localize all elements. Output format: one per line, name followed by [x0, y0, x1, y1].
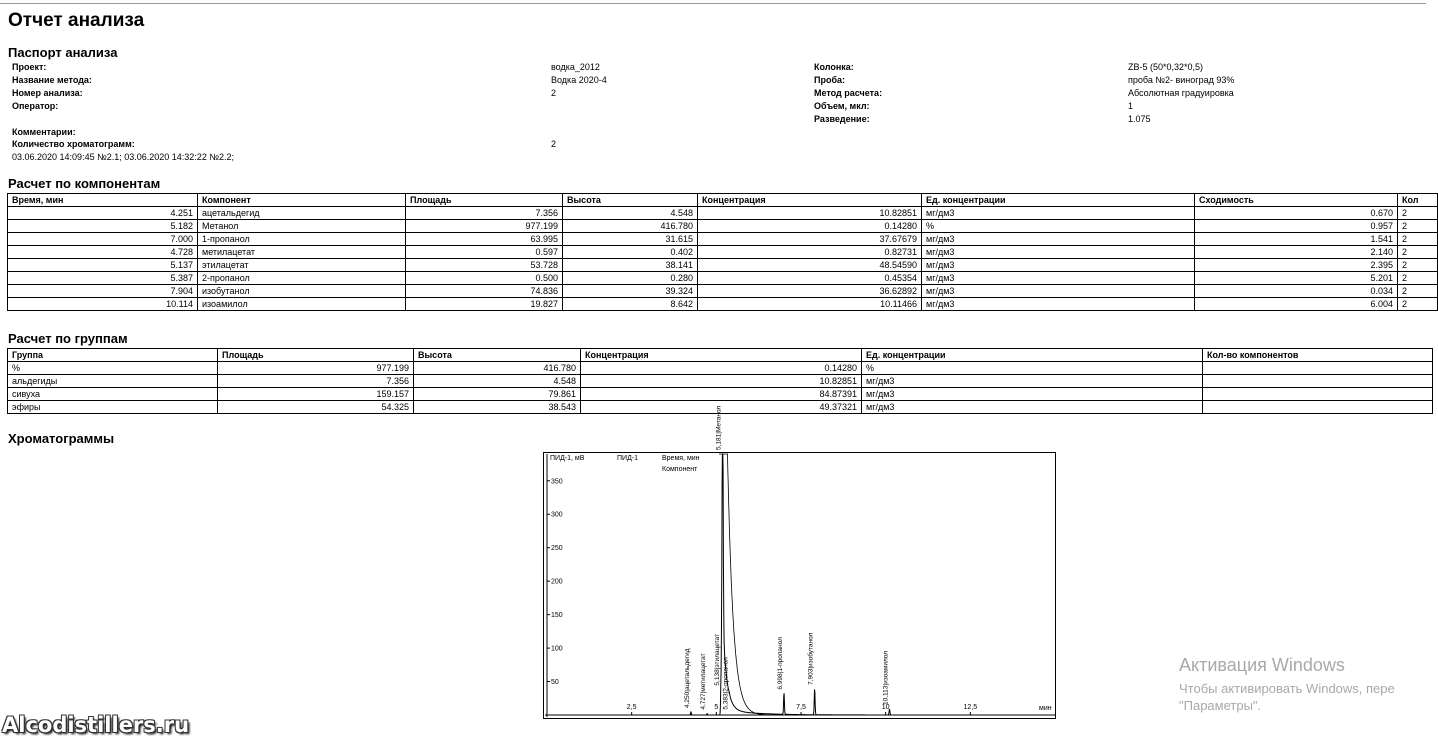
project-label: Проект:: [12, 62, 47, 72]
header-detector: ПИД-1: [617, 455, 639, 462]
cell-area: 74.836: [406, 285, 563, 298]
volume-value: 1: [1128, 101, 1134, 111]
cell-concentration: 84.87391: [581, 388, 862, 401]
cell-unit: мг/дм3: [862, 375, 1203, 388]
cell-count: 2: [1398, 298, 1438, 311]
cell-height: 0.402: [563, 246, 698, 259]
cell-convergence: 0.670: [1195, 207, 1398, 220]
y-tick-label: 250: [551, 545, 563, 553]
cell-area: 19.827: [406, 298, 563, 311]
cell-time: 7.000: [8, 233, 198, 246]
y-tick-label: 200: [551, 578, 563, 586]
header-detector-unit: ПИД-1, мВ: [550, 455, 585, 462]
cell-unit: мг/дм3: [922, 246, 1195, 259]
cell-count: 2: [1398, 285, 1438, 298]
cell-time: 5.182: [8, 220, 198, 233]
table-row: [8, 233, 1438, 246]
cell-height: 416.780: [563, 220, 698, 233]
col-header-area: Площадь: [218, 349, 414, 362]
cell-convergence: 0.034: [1195, 285, 1398, 298]
cell-convergence: 6.004: [1195, 298, 1398, 311]
x-tick-label: 5: [714, 704, 719, 711]
cell-component: изобутанол: [198, 285, 406, 298]
cell-time: 10.114: [8, 298, 198, 311]
chromatograms-title: Хроматограммы: [8, 431, 115, 446]
peak-label: 5,181|Метанол: [715, 405, 723, 450]
cell-component: этилацетат: [198, 259, 406, 272]
peak-label: 5,383|2-пропанол: [722, 657, 730, 710]
cell-area: 7.356: [218, 375, 414, 388]
peak-label: 4,727|метилацетат: [700, 653, 708, 710]
cell-area: 0.597: [406, 246, 563, 259]
components-table: [7, 193, 1438, 311]
cell-count: 2: [1398, 220, 1438, 233]
cell-unit: мг/дм3: [922, 259, 1195, 272]
groups-header-row: [8, 349, 1433, 362]
cell-time: 5.137: [8, 259, 198, 272]
cell-concentration: 49.37321: [581, 401, 862, 414]
cell-unit: мг/дм3: [922, 233, 1195, 246]
cell-concentration: 10.11466: [698, 298, 922, 311]
top-rule: [0, 3, 1426, 4]
calc-method-label: Метод расчета:: [814, 88, 883, 98]
cell-time: 7.904: [8, 285, 198, 298]
comments-label: Комментарии:: [12, 127, 76, 137]
passport-title: Паспорт анализа: [8, 45, 118, 60]
cell-area: 63.995: [406, 233, 563, 246]
cell-concentration: 10.82851: [698, 207, 922, 220]
cell-height: 416.780: [414, 362, 581, 375]
cell-component: метилацетат: [198, 246, 406, 259]
col-header-convergence: Сходимость: [1195, 194, 1398, 207]
cell-area: 54.325: [218, 401, 414, 414]
cell-unit: мг/дм3: [922, 272, 1195, 285]
cell-area: 159.157: [218, 388, 414, 401]
y-tick-label: 300: [551, 511, 563, 519]
y-tick-label: 350: [551, 478, 563, 486]
x-tick-label: 2,5: [626, 704, 637, 711]
cell-concentration: 37.67679: [698, 233, 922, 246]
cell-concentration: 0.14280: [581, 362, 862, 375]
cell-unit: мг/дм3: [922, 285, 1195, 298]
cell-group: эфиры: [8, 401, 218, 414]
header-component: Компонент: [662, 466, 698, 473]
cell-area: 7.356: [406, 207, 563, 220]
cell-time: 4.251: [8, 207, 198, 220]
peak-label: 10,113|изоамилол: [882, 650, 890, 705]
cell-component: 2-пропанол: [198, 272, 406, 285]
cell-concentration: 48.54590: [698, 259, 922, 272]
col-header-area: Площадь: [406, 194, 563, 207]
y-tick-label: 150: [551, 612, 563, 620]
activation-line-1: Чтобы активировать Windows, пере: [1179, 681, 1395, 696]
cell-component-count: [1203, 388, 1433, 401]
cell-height: 8.642: [563, 298, 698, 311]
cell-component-count: [1203, 401, 1433, 414]
watermark: Alcodistillers.ru: [2, 713, 190, 737]
peak-label: 7,903|изобутанол: [807, 632, 815, 685]
column-value: ZB-5 (50*0,32*0,5): [1128, 62, 1204, 72]
cell-count: 2: [1398, 233, 1438, 246]
windows-activation-notice: [1179, 655, 1395, 714]
chrom-count-label: Количество хроматограмм:: [12, 139, 135, 149]
dilution-label: Разведение:: [814, 114, 870, 124]
x-tick-label: 10: [881, 704, 890, 711]
table-row: [8, 220, 1438, 233]
col-header-unit: Ед. концентрации: [922, 194, 1195, 207]
cell-convergence: 1.541: [1195, 233, 1398, 246]
cell-time: 4.728: [8, 246, 198, 259]
cell-component-count: [1203, 362, 1433, 375]
table-row: [8, 298, 1438, 311]
col-header-group: Группа: [8, 349, 218, 362]
col-header-component-count: Кол-во компонентов: [1203, 349, 1433, 362]
y-tick-label: 50: [551, 679, 559, 687]
cell-height: 38.543: [414, 401, 581, 414]
cell-convergence: 2.140: [1195, 246, 1398, 259]
table-row: [8, 207, 1438, 220]
cell-unit: мг/дм3: [862, 388, 1203, 401]
col-header-concentration: Концентрация: [581, 349, 862, 362]
cell-height: 0.280: [563, 272, 698, 285]
cell-time: 5.387: [8, 272, 198, 285]
table-row: [8, 375, 1433, 388]
cell-height: 39.324: [563, 285, 698, 298]
x-tick-label: 12,5: [963, 704, 978, 711]
report-title: Отчет анализа: [8, 10, 145, 31]
cell-concentration: 10.82851: [581, 375, 862, 388]
method-name-label: Название метода:: [12, 75, 92, 85]
y-tick-label: 100: [551, 645, 563, 653]
cell-count: 2: [1398, 246, 1438, 259]
cell-count: 2: [1398, 272, 1438, 285]
components-title: Расчет по компонентам: [8, 176, 161, 191]
col-header-unit: Ед. концентрации: [862, 349, 1203, 362]
peak-label: 5,138|этилацетат: [714, 634, 722, 686]
cell-unit: %: [862, 362, 1203, 375]
cell-height: 79.861: [414, 388, 581, 401]
operator-label: Оператор:: [12, 101, 59, 111]
cell-component: ацетальдегид: [198, 207, 406, 220]
col-header-height: Высота: [563, 194, 698, 207]
col-header-height: Высота: [414, 349, 581, 362]
analysis-number-value: 2: [551, 88, 557, 98]
col-header-concentration: Концентрация: [698, 194, 922, 207]
peak-label: 6,998|1-пропанол: [776, 637, 784, 690]
cell-area: 977.199: [218, 362, 414, 375]
sample-value: проба №2- виноград 93%: [1128, 75, 1235, 85]
table-row: [8, 362, 1433, 375]
groups-title: Расчет по группам: [8, 331, 128, 346]
components-header-row: [8, 194, 1438, 207]
cell-convergence: 2.395: [1195, 259, 1398, 272]
calc-method-value: Абсолютная градуировка: [1128, 88, 1234, 98]
peak-label: 4,250|ацетальдегид: [683, 648, 691, 708]
column-label: Колонка:: [814, 62, 854, 72]
activation-title: Активация Windows: [1179, 655, 1345, 675]
groups-table: [7, 348, 1433, 414]
analysis-number-label: Номер анализа:: [12, 88, 83, 98]
cell-concentration: 0.14280: [698, 220, 922, 233]
x-unit-label: мин: [1039, 705, 1052, 712]
cell-height: 4.548: [414, 375, 581, 388]
cell-convergence: 0.957: [1195, 220, 1398, 233]
cell-unit: мг/дм3: [922, 207, 1195, 220]
sample-label: Проба:: [814, 75, 846, 85]
header-time: Время, мин: [662, 455, 700, 462]
volume-label: Объем, мкл:: [814, 101, 870, 111]
cell-unit: %: [922, 220, 1195, 233]
chrom-list: 03.06.2020 14:09:45 №2.1; 03.06.2020 14:32:22 №2.2;: [12, 152, 234, 162]
cell-concentration: 36.62892: [698, 285, 922, 298]
col-header-component: Компонент: [198, 194, 406, 207]
table-row: [8, 246, 1438, 259]
cell-count: 2: [1398, 207, 1438, 220]
cell-component-count: [1203, 375, 1433, 388]
cell-component: Метанол: [198, 220, 406, 233]
chrom-count-value: 2: [551, 139, 557, 149]
table-row: [8, 272, 1438, 285]
cell-height: 4.548: [563, 207, 698, 220]
method-name-value: Водка 2020-4: [551, 75, 607, 85]
cell-group: %: [8, 362, 218, 375]
cell-group: альдегиды: [8, 375, 218, 388]
project-value: водка_2012: [551, 62, 600, 72]
cell-unit: мг/дм3: [922, 298, 1195, 311]
table-row: [8, 388, 1433, 401]
cell-count: 2: [1398, 259, 1438, 272]
dilution-value: 1.075: [1128, 114, 1151, 124]
cell-unit: мг/дм3: [862, 401, 1203, 414]
col-header-time: Время, мин: [8, 194, 198, 207]
cell-convergence: 5.201: [1195, 272, 1398, 285]
table-row: [8, 259, 1438, 272]
cell-height: 38.141: [563, 259, 698, 272]
x-tick-label: 7,5: [796, 704, 806, 711]
cell-area: 977.199: [406, 220, 563, 233]
cell-component: 1-пропанол: [198, 233, 406, 246]
plot-frame: [544, 453, 1056, 719]
activation-line-2: "Параметры".: [1179, 698, 1262, 713]
table-row: [8, 285, 1438, 298]
cell-area: 0.500: [406, 272, 563, 285]
cell-group: сивуха: [8, 388, 218, 401]
cell-concentration: 0.82731: [698, 246, 922, 259]
col-header-count: Кол: [1398, 194, 1438, 207]
cell-concentration: 0.45354: [698, 272, 922, 285]
cell-height: 31.615: [563, 233, 698, 246]
cell-component: изоамилол: [198, 298, 406, 311]
cell-area: 53.728: [406, 259, 563, 272]
